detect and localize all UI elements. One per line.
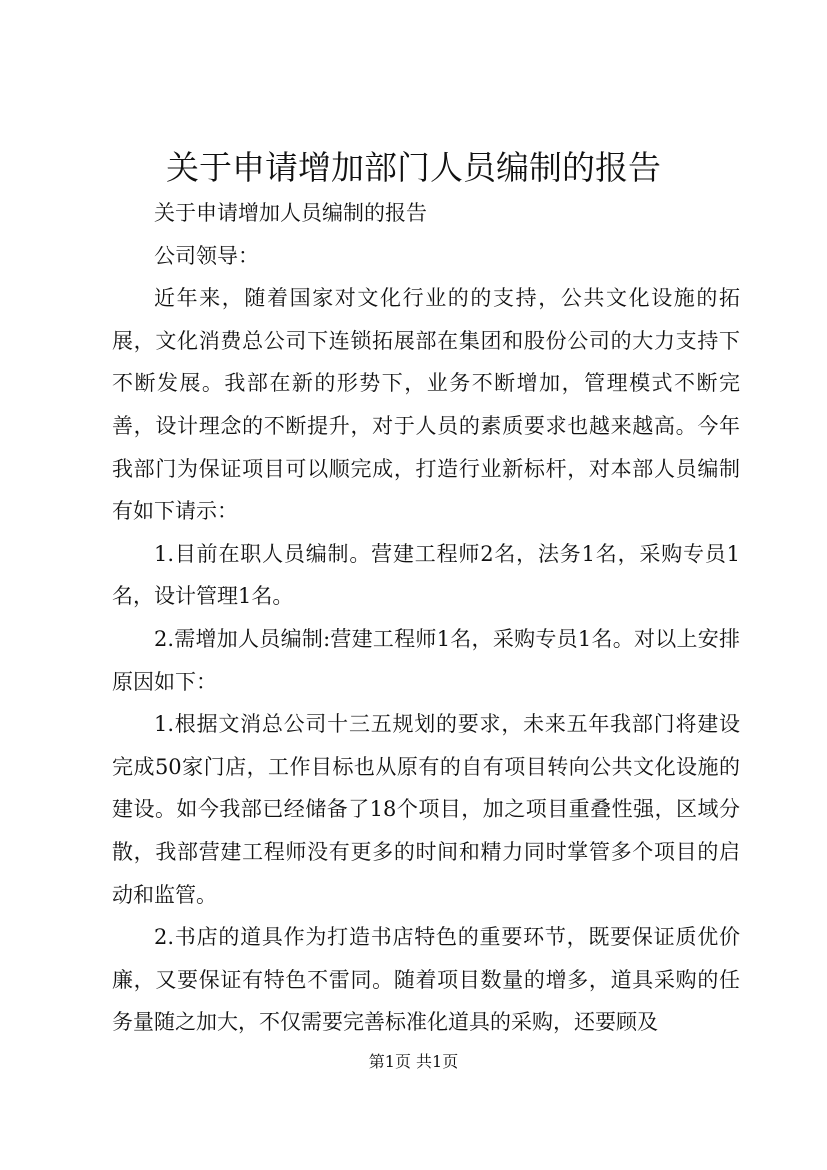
document-title: 关于申请增加部门人员编制的报告 <box>166 148 661 187</box>
paragraph-current-staff: 1.目前在职人员编制。营建工程师2名，法务1名，采购专员1名，设计管理1名。 <box>112 541 740 609</box>
paragraph-reason-2: 2.书店的道具作为打造书店特色的重要环节，既要保证质优价廉，又要保证有特色不雷同。随着项目数量的增多，道具采购的任务量随之加大，不仅需要完善标准化道具的采购，还要顾及 <box>112 925 740 1035</box>
page-footer: 第1页 共1页 <box>368 1052 459 1071</box>
document-body <box>112 192 740 1044</box>
paragraph-reason-1: 1.根据文消总公司十三五规划的要求，未来五年我部门将建设完成50家门店，工作目标也从原有的自有项目转向公共文化设施的建设。如今我部已经储备了18个项目，加之项目重叠性强，区域分散，我部营建工程师没有更多的时间和精力同时掌管多个项目的启动和监管。 <box>112 712 740 907</box>
paragraph-requested-staff: 2.需增加人员编制:营建工程师1名，采购专员1名。对以上安排原因如下： <box>112 626 740 694</box>
paragraph-intro: 近年来，随着国家对文化行业的的支持，公共文化设施的拓展，文化消费总公司下连锁拓展部在集团和股份公司的大力支持下不断发展。我部在新的形势下，业务不断增加，管理模式不断完善，设计理念的不断提升，对于人员的素质要求也越来越高。今年我部门为保证项目可以顺完成，打造行业新标杆，对本部人员编制有如下请示： <box>112 286 740 524</box>
paragraph-salutation: 公司领导： <box>154 243 259 268</box>
paragraph-subtitle: 关于申请增加人员编制的报告 <box>154 201 427 225</box>
